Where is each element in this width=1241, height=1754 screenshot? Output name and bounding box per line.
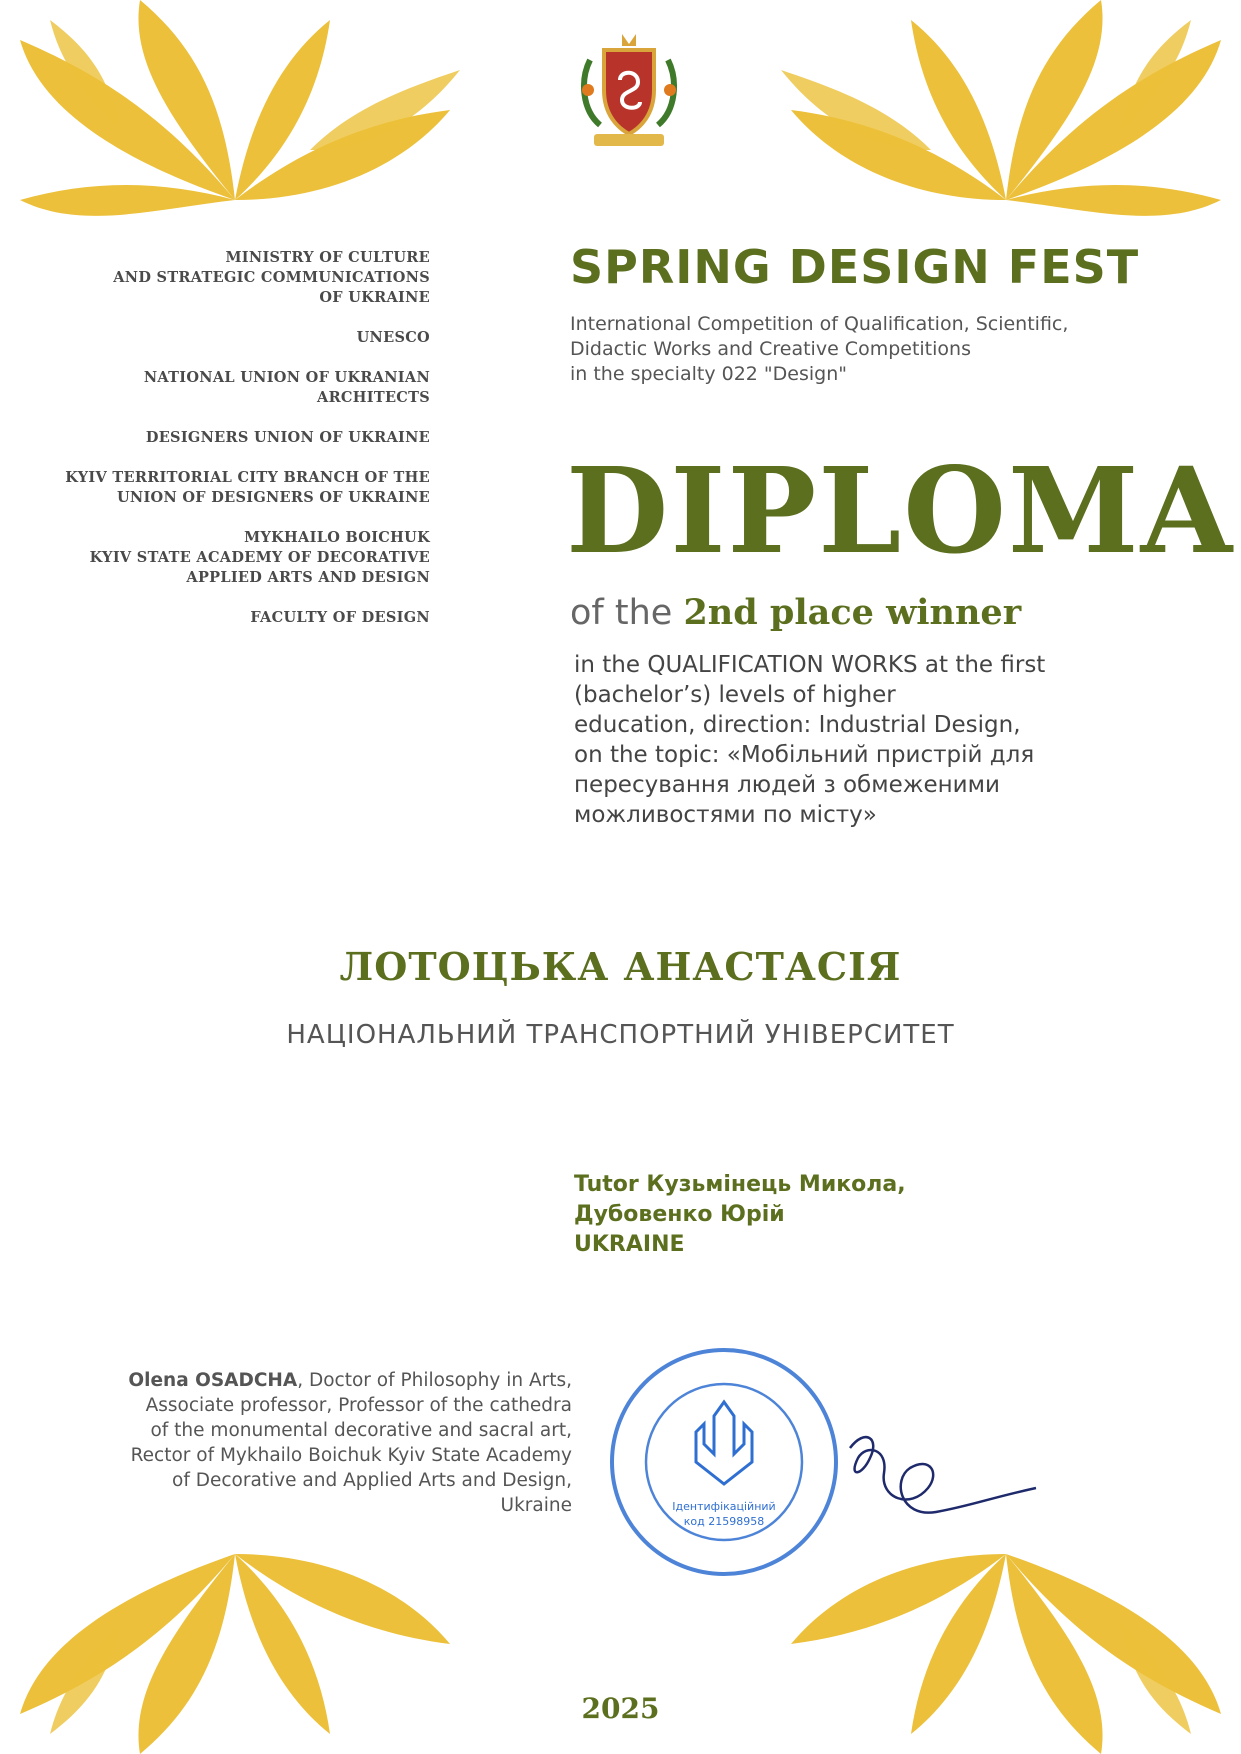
- ornament-top-right: [771, 0, 1241, 260]
- place-prefix: of the: [570, 593, 684, 633]
- rector-info: [40, 1368, 572, 1518]
- organizer-unesco: UNESCO: [356, 329, 430, 346]
- academy-emblem: [570, 30, 688, 154]
- rector-line-4: Rector of Mykhailo Boichuk Kyiv State Academy: [130, 1445, 572, 1466]
- winner-name: ЛОТОЦЬКА АНАСТАСІЯ: [339, 944, 902, 989]
- organizer-ministry: MINISTRY OF CULTURE AND STRATEGIC COMMUNICATIONS OF UKRAINE: [113, 249, 430, 306]
- fest-subtitle: International Competition of Qualification, Scientific, Didactic Works and Creative Competitions in the specialty 022 "Design": [570, 313, 1069, 385]
- place-emphasis: 2nd place winner: [683, 592, 1022, 633]
- stamp-code: код 21598958: [683, 1515, 765, 1528]
- diploma-title: DIPLOMA: [566, 441, 1235, 580]
- award-description: in the QUALIFICATION WORKS at the first (bachelor’s) levels of higher education, direction: Industrial Design, on the topic: «Мобільний пристрій для пересування людей з обмеженими можливостями по місту»: [574, 652, 1046, 828]
- year: 2025: [581, 1692, 660, 1725]
- organizer-architects-union: NATIONAL UNION OF UKRANIAN ARCHITECTS: [143, 369, 430, 406]
- organizers-list: [40, 248, 430, 648]
- rector-line-5: of Decorative and Applied Arts and Design,: [172, 1470, 572, 1491]
- place-line: [570, 592, 1021, 633]
- rector-line-1: , Doctor of Philosophy in Arts,: [297, 1370, 572, 1391]
- organizer-kyiv-branch: KYIV TERRITORIAL CITY BRANCH OF THE UNION OF DESIGNERS OF UKRAINE: [65, 469, 430, 506]
- organizer-designers-union: DESIGNERS UNION OF UKRAINE: [145, 429, 430, 446]
- rector-name: Olena OSADCHA: [128, 1370, 298, 1391]
- ornament-top-left: [0, 0, 470, 260]
- fest-title: SPRING DESIGN FEST: [570, 240, 1140, 294]
- organizer-faculty: FACULTY OF DESIGN: [250, 609, 430, 626]
- university-name: НАЦІОНАЛЬНИЙ ТРАНСПОРТНИЙ УНІВЕРСИТЕТ: [286, 1020, 955, 1050]
- tutor-info: Tutor Кузьмінець Микола, Дубовенко Юрій UKRAINE: [574, 1172, 906, 1257]
- organizer-academy: MYKHAILO BOICHUK KYIV STATE ACADEMY OF DECORATIVE APPLIED ARTS AND DESIGN: [89, 529, 430, 586]
- rector-line-6: Ukraine: [500, 1495, 572, 1516]
- rector-signature: [840, 1418, 1040, 1528]
- stamp-id-label: Ідентифікаційний: [672, 1500, 776, 1513]
- rector-line-2: Associate professor, Professor of the cathedra: [145, 1395, 572, 1416]
- rector-line-3: of the monumental decorative and sacral art,: [150, 1420, 572, 1441]
- official-stamp: [606, 1344, 842, 1580]
